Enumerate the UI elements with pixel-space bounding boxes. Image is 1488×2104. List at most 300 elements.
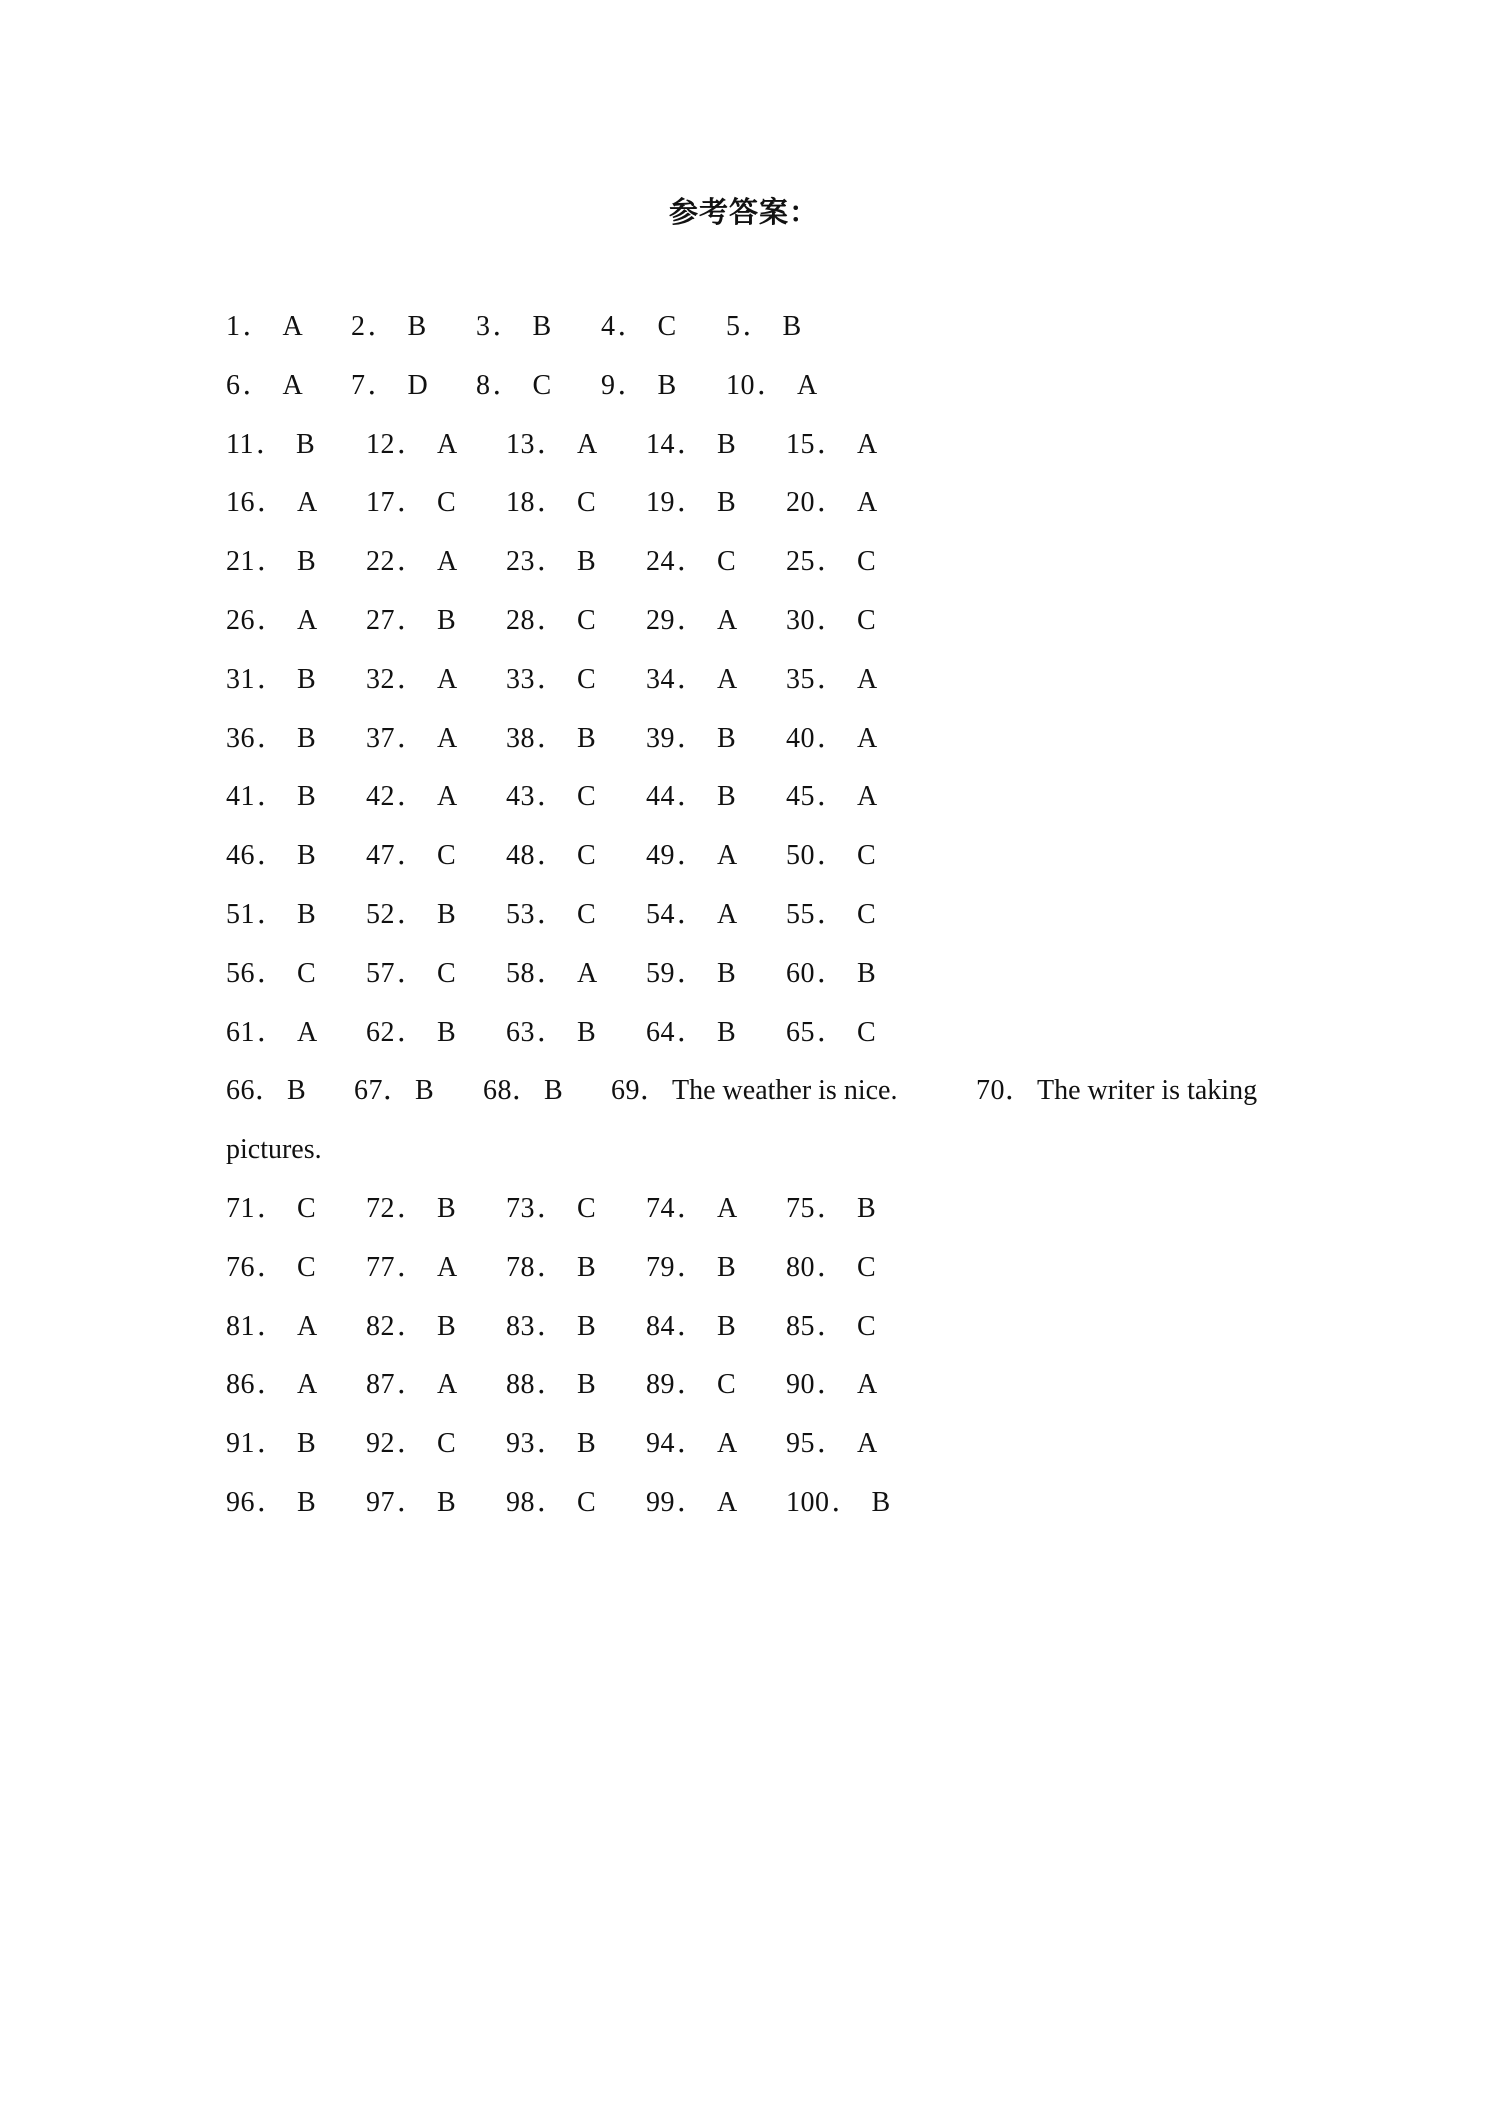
answer-value: B xyxy=(577,1428,596,1460)
separator: ． xyxy=(817,487,846,519)
answer-item xyxy=(646,1013,736,1053)
answer-value: B xyxy=(297,898,316,930)
question-number: 9 xyxy=(601,369,616,401)
question-number: 50 xyxy=(786,840,815,872)
question-number: 22 xyxy=(366,546,395,578)
separator: ． xyxy=(257,1251,286,1283)
answer-item xyxy=(366,836,456,876)
separator: ． xyxy=(257,604,286,636)
answer-item xyxy=(354,1071,434,1111)
answer-value: A xyxy=(297,1016,318,1048)
separator: ． xyxy=(817,604,846,636)
separator: ． xyxy=(537,1369,566,1401)
question-number: 26 xyxy=(226,604,255,636)
question-number: 81 xyxy=(226,1310,255,1342)
answer-item xyxy=(506,1365,596,1405)
separator: ． xyxy=(383,1075,412,1107)
separator: ． xyxy=(397,428,426,460)
answer-value: B xyxy=(287,1075,306,1107)
question-number: 65 xyxy=(786,1016,815,1048)
answer-value: C xyxy=(297,1192,316,1224)
separator: ． xyxy=(397,781,426,813)
answer-value: B xyxy=(407,311,427,342)
question-number: 75 xyxy=(786,1192,815,1224)
answer-value: C xyxy=(577,781,596,813)
question-number: 98 xyxy=(506,1486,535,1518)
answer-value: C xyxy=(577,1486,596,1518)
separator: ． xyxy=(257,1486,286,1518)
answer-value: B xyxy=(577,1369,596,1401)
separator: ． xyxy=(257,840,286,872)
answer-row xyxy=(226,660,1326,719)
answer-item xyxy=(366,1365,457,1405)
question-number: 93 xyxy=(506,1428,535,1460)
answer-value: C xyxy=(437,840,456,872)
answer-item xyxy=(646,954,736,994)
question-number: 78 xyxy=(506,1251,535,1283)
answer-item xyxy=(786,1483,890,1523)
question-number: 97 xyxy=(366,1486,395,1518)
answer-item xyxy=(786,954,876,994)
answer-value: B xyxy=(297,546,316,578)
separator: ． xyxy=(537,546,566,578)
question-number: 76 xyxy=(226,1251,255,1283)
answer-item xyxy=(786,1424,877,1464)
answer-item xyxy=(786,601,876,641)
question-number: 80 xyxy=(786,1251,815,1283)
separator: ． xyxy=(512,1075,541,1107)
answer-value: B xyxy=(577,1016,596,1048)
question-number: 70 xyxy=(976,1075,1005,1107)
separator: ． xyxy=(817,898,846,930)
answer-value: C xyxy=(857,898,876,930)
separator: ． xyxy=(257,957,286,989)
answer-value: A xyxy=(577,957,598,989)
answer-item xyxy=(506,719,596,759)
separator: ． xyxy=(742,311,771,342)
answer-value: C xyxy=(717,546,736,578)
separator: ． xyxy=(537,1251,566,1283)
answer-value: A xyxy=(797,369,818,401)
question-number: 19 xyxy=(646,487,675,519)
answer-item xyxy=(786,1365,877,1405)
separator: ． xyxy=(537,1192,566,1224)
answer-row xyxy=(226,954,1326,1013)
question-number: 53 xyxy=(506,898,535,930)
answer-item xyxy=(646,1248,736,1288)
answer-row xyxy=(226,307,1326,366)
answer-item xyxy=(646,1424,737,1464)
question-number: 88 xyxy=(506,1369,535,1401)
answer-value: A xyxy=(437,546,458,578)
answer-item xyxy=(646,1483,737,1523)
question-number: 89 xyxy=(646,1369,675,1401)
answer-item xyxy=(786,483,877,523)
answer-row xyxy=(226,425,1326,484)
separator: ． xyxy=(257,781,286,813)
separator: ． xyxy=(257,1369,286,1401)
question-number: 16 xyxy=(226,487,255,519)
answer-item xyxy=(506,660,596,700)
separator: ． xyxy=(537,604,566,636)
separator: ． xyxy=(1005,1075,1034,1107)
separator: ． xyxy=(537,487,566,519)
answer-value: A xyxy=(437,1369,458,1401)
answer-value: B xyxy=(297,722,316,754)
question-number: 48 xyxy=(506,840,535,872)
answer-value: B xyxy=(297,840,316,872)
question-number: 46 xyxy=(226,840,255,872)
answer-value: B xyxy=(717,722,736,754)
question-number: 12 xyxy=(366,428,395,460)
question-number: 58 xyxy=(506,957,535,989)
answer-row xyxy=(226,719,1326,778)
answer-item xyxy=(366,954,456,994)
separator: ． xyxy=(397,722,426,754)
answer-item xyxy=(646,836,737,876)
answer-item xyxy=(786,895,876,935)
separator: ． xyxy=(677,1310,706,1342)
question-number: 94 xyxy=(646,1428,675,1460)
separator: ． xyxy=(242,311,271,342)
question-number: 72 xyxy=(366,1192,395,1224)
answer-value: B xyxy=(297,1428,316,1460)
separator: ． xyxy=(677,487,706,519)
separator: ． xyxy=(257,1310,286,1342)
answer-value: C xyxy=(437,487,456,519)
question-number: 10 xyxy=(726,369,755,401)
answer-item xyxy=(506,1424,596,1464)
question-number: 1 xyxy=(226,311,241,342)
separator: ． xyxy=(397,1369,426,1401)
question-number: 24 xyxy=(646,546,675,578)
separator: ． xyxy=(831,1486,860,1518)
separator: ． xyxy=(397,957,426,989)
answer-row xyxy=(226,542,1326,601)
answer-value: A xyxy=(297,1310,318,1342)
answer-item xyxy=(506,1013,596,1053)
answer-item xyxy=(366,660,457,700)
question-number: 15 xyxy=(786,428,815,460)
question-number: 64 xyxy=(646,1016,675,1048)
separator: ． xyxy=(397,1251,426,1283)
answer-item xyxy=(366,1424,456,1464)
answer-value: C xyxy=(577,663,596,695)
answer-item xyxy=(506,542,596,582)
answer-value: B xyxy=(717,957,736,989)
question-number: 49 xyxy=(646,840,675,872)
question-number: 90 xyxy=(786,1369,815,1401)
answer-value: B xyxy=(437,1486,456,1518)
answer-value: B xyxy=(857,957,876,989)
question-number: 79 xyxy=(646,1251,675,1283)
answer-item xyxy=(726,307,801,347)
separator: ． xyxy=(537,898,566,930)
separator: ． xyxy=(492,311,521,342)
answer-row xyxy=(226,1189,1326,1248)
answer-value: A xyxy=(437,781,458,813)
answer-value: B xyxy=(532,311,552,342)
separator: ． xyxy=(817,428,846,460)
answer-value: C xyxy=(857,1016,876,1048)
answer-item xyxy=(786,1248,876,1288)
answer-item xyxy=(786,1307,876,1347)
answer-value: B xyxy=(437,1310,456,1342)
answer-value: C xyxy=(577,487,596,519)
separator: ． xyxy=(255,428,284,460)
question-number: 35 xyxy=(786,663,815,695)
answer-item xyxy=(226,542,316,582)
question-number: 57 xyxy=(366,957,395,989)
answer-item xyxy=(226,1365,317,1405)
answer-item xyxy=(646,601,737,641)
separator: ． xyxy=(537,722,566,754)
answer-value: B xyxy=(297,781,316,813)
answer-item xyxy=(366,601,456,641)
answer-value: A xyxy=(297,604,318,636)
separator: ． xyxy=(817,840,846,872)
answer-item xyxy=(646,660,737,700)
answer-value: A xyxy=(857,722,878,754)
answer-item xyxy=(786,425,877,465)
question-number: 83 xyxy=(506,1310,535,1342)
question-number: 82 xyxy=(366,1310,395,1342)
answer-value: B xyxy=(717,781,736,813)
answer-item xyxy=(226,777,316,817)
answer-item xyxy=(366,425,457,465)
separator: ． xyxy=(677,663,706,695)
answer-item xyxy=(226,1071,306,1111)
answer-item xyxy=(646,1365,736,1405)
answer-item xyxy=(601,366,676,406)
question-number: 63 xyxy=(506,1016,535,1048)
answer-value: C xyxy=(532,369,552,401)
answer-value: A xyxy=(717,604,738,636)
answer-value: A xyxy=(282,311,303,342)
answer-value: A xyxy=(717,663,738,695)
answer-item xyxy=(366,777,457,817)
question-number: 68 xyxy=(483,1075,512,1107)
separator: ． xyxy=(257,546,286,578)
separator: ． xyxy=(492,369,521,401)
separator: ． xyxy=(367,369,396,401)
answer-value: A xyxy=(437,722,458,754)
question-number: 73 xyxy=(506,1192,535,1224)
answer-item xyxy=(366,542,457,582)
question-number: 59 xyxy=(646,957,675,989)
answer-item xyxy=(366,1013,456,1053)
question-number: 11 xyxy=(226,428,254,460)
separator: ． xyxy=(537,840,566,872)
separator: ． xyxy=(397,1310,426,1342)
answer-row xyxy=(226,777,1326,836)
question-number: 60 xyxy=(786,957,815,989)
answer-item xyxy=(366,1248,457,1288)
answer-value: A xyxy=(297,1369,318,1401)
answer-value: The weather is nice. xyxy=(672,1075,898,1107)
answer-value: B xyxy=(782,311,802,342)
separator: ． xyxy=(257,1428,286,1460)
question-number: 30 xyxy=(786,604,815,636)
answer-item xyxy=(646,542,736,582)
answer-value: A xyxy=(437,663,458,695)
separator: ． xyxy=(617,369,646,401)
answer-value: C xyxy=(437,957,456,989)
answer-value: B xyxy=(871,1486,891,1518)
separator: ． xyxy=(397,898,426,930)
question-number: 92 xyxy=(366,1428,395,1460)
separator: ． xyxy=(257,663,286,695)
answer-item xyxy=(351,307,426,347)
separator: ． xyxy=(255,1075,284,1107)
separator: ． xyxy=(677,781,706,813)
separator: ． xyxy=(817,722,846,754)
separator: ． xyxy=(817,1251,846,1283)
answer-value: C xyxy=(857,546,876,578)
separator: ． xyxy=(677,840,706,872)
separator: ． xyxy=(537,1016,566,1048)
answer-value: D xyxy=(407,369,428,401)
answer-value: C xyxy=(577,1192,596,1224)
question-number: 55 xyxy=(786,898,815,930)
question-number: 41 xyxy=(226,781,255,813)
answer-value: A xyxy=(857,428,878,460)
question-number: 3 xyxy=(476,311,491,342)
question-number: 95 xyxy=(786,1428,815,1460)
separator: ． xyxy=(397,1486,426,1518)
separator: ． xyxy=(677,1486,706,1518)
separator: ． xyxy=(677,898,706,930)
answer-value: A xyxy=(717,840,738,872)
separator: ． xyxy=(677,1369,706,1401)
answer-item xyxy=(226,660,316,700)
question-number: 96 xyxy=(226,1486,255,1518)
answer-value: B xyxy=(437,1192,456,1224)
answer-item xyxy=(226,1424,316,1464)
answer-item xyxy=(646,483,736,523)
answer-value: C xyxy=(297,1251,316,1283)
question-number: 99 xyxy=(646,1486,675,1518)
question-number: 44 xyxy=(646,781,675,813)
answer-item xyxy=(366,895,456,935)
separator: ． xyxy=(817,546,846,578)
answer-value: C xyxy=(857,840,876,872)
answer-item xyxy=(786,777,877,817)
question-number: 71 xyxy=(226,1192,255,1224)
question-number: 7 xyxy=(351,369,366,401)
answer-value: C xyxy=(437,1428,456,1460)
answer-value: B xyxy=(295,428,315,460)
answer-row xyxy=(226,1307,1326,1366)
answer-item xyxy=(786,660,877,700)
question-number: 40 xyxy=(786,722,815,754)
answer-value: A xyxy=(857,1369,878,1401)
answer-item xyxy=(646,719,736,759)
question-number: 77 xyxy=(366,1251,395,1283)
answer-item xyxy=(226,425,315,465)
answer-item xyxy=(366,1483,456,1523)
answer-value: C xyxy=(297,957,316,989)
answer-item xyxy=(506,1189,596,1229)
answer-value: B xyxy=(297,1486,316,1518)
answer-value: A xyxy=(717,1192,738,1224)
question-number: 69 xyxy=(611,1075,640,1107)
separator: ． xyxy=(817,1192,846,1224)
answer-value: B xyxy=(577,1251,596,1283)
separator: ． xyxy=(397,604,426,636)
separator: ． xyxy=(817,1016,846,1048)
separator: ． xyxy=(397,546,426,578)
separator: ． xyxy=(640,1075,669,1107)
answer-item xyxy=(506,425,597,465)
answer-value: B xyxy=(577,1310,596,1342)
answer-value: A xyxy=(717,1486,738,1518)
question-number: 74 xyxy=(646,1192,675,1224)
answer-item xyxy=(226,307,303,347)
answer-value: C xyxy=(657,311,677,342)
answer-item xyxy=(646,1307,736,1347)
answer-value: B xyxy=(437,1016,456,1048)
answer-item xyxy=(786,1013,876,1053)
answer-item xyxy=(976,1071,1257,1111)
answer-row xyxy=(226,1071,1326,1130)
answer-value: A xyxy=(282,369,303,401)
question-number: 42 xyxy=(366,781,395,813)
separator: ． xyxy=(397,663,426,695)
separator: ． xyxy=(397,1016,426,1048)
answer-item xyxy=(506,1307,596,1347)
answer-item xyxy=(226,601,317,641)
answer-row xyxy=(226,836,1326,895)
question-number: 17 xyxy=(366,487,395,519)
separator: ． xyxy=(537,1486,566,1518)
answer-item xyxy=(646,425,736,465)
question-number: 87 xyxy=(366,1369,395,1401)
separator: ． xyxy=(677,428,706,460)
answer-item xyxy=(506,777,596,817)
separator: ． xyxy=(537,663,566,695)
question-number: 33 xyxy=(506,663,535,695)
answer-value: B xyxy=(857,1192,876,1224)
answer-value: C xyxy=(577,604,596,636)
separator: ． xyxy=(677,604,706,636)
answer-value: B xyxy=(437,604,456,636)
answer-value: C xyxy=(577,840,596,872)
separator: ． xyxy=(257,487,286,519)
question-number: 56 xyxy=(226,957,255,989)
answer-value: C xyxy=(857,604,876,636)
question-number: 25 xyxy=(786,546,815,578)
answer-value: A xyxy=(717,1428,738,1460)
question-number: 39 xyxy=(646,722,675,754)
question-number: 13 xyxy=(506,428,535,460)
question-number: 2 xyxy=(351,311,366,342)
question-number: 61 xyxy=(226,1016,255,1048)
answer-item xyxy=(226,1189,316,1229)
separator: ． xyxy=(677,957,706,989)
answer-value: A xyxy=(857,781,878,813)
answer-item xyxy=(506,895,596,935)
answer-item xyxy=(476,307,551,347)
question-number: 28 xyxy=(506,604,535,636)
answer-value: A xyxy=(857,1428,878,1460)
answer-row xyxy=(226,1424,1326,1483)
answer-item xyxy=(226,1248,316,1288)
answer-row xyxy=(226,366,1326,425)
question-number: 51 xyxy=(226,898,255,930)
question-number: 43 xyxy=(506,781,535,813)
answer-item xyxy=(366,1307,456,1347)
